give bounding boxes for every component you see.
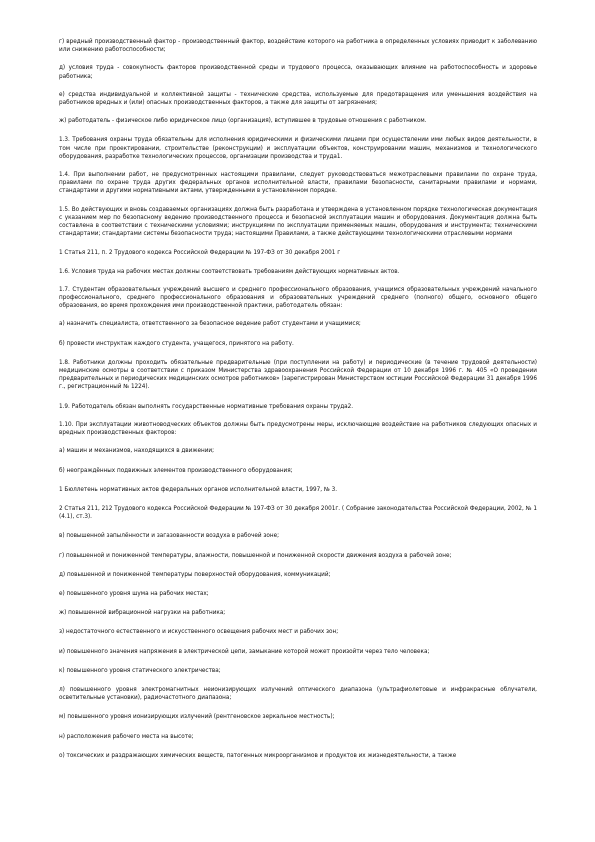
definition-paragraph: г) вредный производственный фактор - производственный фактор, воздействие которого на работника в определенных условиях приводит к заболеванию или снижению работоспособности; <box>59 39 537 54</box>
clause-paragraph: 1.3. Требования охраны труда обязательны для исполнения юридическими и физическими лицами при осуществлении ими любых видов деятельности, в том числе при проектировании, строительстве (реконструкции) и эксплуатации объектов, конструировании машин, механизмов и технологического оборудования, разработке технологических процессов, организации производства и труда1. <box>59 137 537 160</box>
document-page <box>59 38 537 760</box>
list-item-paragraph: б) неограждённых подвижных элементов производственного оборудования; <box>59 467 293 474</box>
definition-paragraph: е) средства индивидуальной и коллективной защиты - технические средства, используемые для предотвращения или уменьшения воздействия на работников вредных и (или) опасных производственных факторов, а также для защиты от загрязнения; <box>59 91 537 107</box>
clause-paragraph: 1.5. Во действующих и вновь создаваемых организациях должна быть разработана и утверждена в установленном порядке технологическая документация с указанием мер по безопасному ведению производственного процесса и безопасной эксплуатации машин и оборудования. Документация должна быть составлена в соответствии с техническими условиями; инструкциями по эксплуатации применяемых машин, оборудования и инструмента; техническими стандартами; стандартами системы безопасности труда; настоящими Правилами, а также действующими технологическими отраслевыми нормами <box>59 206 537 238</box>
clause-paragraph: 1.10. При эксплуатации животноводческих объектов должны быть предусмотрены меры, исключающие воздействие на работников следующих опасных и вредных производственных факторов: <box>59 421 537 437</box>
list-item-paragraph: а) машин и механизмов, находящихся в движении; <box>59 448 215 455</box>
list-item-paragraph: б) провести инструктаж каждого студента, учащегося, принятого на работу. <box>59 340 294 347</box>
list-item-paragraph: н) расположения рабочего места на высоте; <box>59 733 194 740</box>
list-item-paragraph: ж) повышенной вибрационной нагрузки на работника; <box>59 610 226 617</box>
list-item-paragraph: л) повышенного уровня электромагнитных неионизирующих излучений оптического диапазона (ультрафиолетовые и инфракрасные облучатели, осветительные установки), радиочастотного диапазона; <box>59 686 537 702</box>
list-item-paragraph: з) недостаточного естественного и искусственного освещения рабочих мест и рабочих зон; <box>59 629 339 636</box>
clause-paragraph: 1.9. Работодатель обязан выполнять государственные нормативные требования охраны труда2. <box>59 403 354 410</box>
list-item-paragraph: в) повышенной запылённости и загазованности воздуха в рабочей зоне; <box>59 533 280 540</box>
clause-paragraph: 1.6. Условия труда на рабочих местах должны соответствовать требованиям действующих нормативных актов. <box>59 268 400 275</box>
list-item-paragraph: г) повышенной и пониженной температуры, влажности, повышенной и пониженной скорости движения воздуха в рабочей зоне; <box>59 552 452 559</box>
list-item-paragraph: к) повышенного уровня статического электричества; <box>59 667 221 674</box>
list-item-paragraph: д) повышенной и пониженной температуры поверхностей оборудования, коммуникаций; <box>59 571 331 578</box>
list-item-paragraph: а) назначить специалиста, ответственного за безопасное ведение работ студентами и учащимися; <box>59 321 361 328</box>
footnote-paragraph: 2 Статья 211, 212 Трудового кодекса Российской Федерации № 197-ФЗ от 30 декабря 2001г. ( Собрание законодательства Российской Федерации, 2002, № 1 (4.1), ст.3). <box>59 505 537 521</box>
clause-paragraph: 1.8. Работники должны проходить обязательные предварительные (при поступлении на работу) и периодические (в течение трудовой деятельности) медицинские осмотры в соответствии с приказом Министерства здравоохранения Российской Федерации от 10 декабря 1996 г. № 405 «О проведении предварительных и периодических медицинских осмотров работников» (зарегистрирован Министерством юстиции Российской Федерации 31 декабря 1996 г., регистрационный № 1224). <box>59 359 537 391</box>
list-item-paragraph: м) повышенного уровня ионизирующих излучений (рентгеновское зеркальное местность); <box>59 714 335 721</box>
footnote-paragraph: 1 Статья 211, п. 2 Трудового кодекса Российской Федерации № 197-ФЗ от 30 декабря 2001 г <box>59 250 341 257</box>
clause-paragraph: 1.7. Студентам образовательных учреждений высшего и среднего профессионального образования, учащимся образовательных учреждений начального профессионального, среднего профессионального образования и образовательных учреждений среднего (полного) общего, основного общего образования, во время прохождения ими производственной практики, работодатель обязан: <box>59 286 537 310</box>
footnote-paragraph: 1 Бюллетень нормативных актов федеральных органов исполнительной власти, 1997, № 3. <box>59 486 337 493</box>
definition-paragraph: ж) работодатель - физическое либо юридическое лицо (организация), вступившее в трудовые отношения с работником. <box>59 118 427 125</box>
list-item-paragraph: и) повышенного значения напряжения в электрической цепи, замыкание которой может произойти через тело человека; <box>59 648 430 655</box>
list-item-paragraph: о) токсических и раздражающих химических веществ, патогенных микроорганизмов и продуктов их жизнедеятельности, а также <box>59 752 457 759</box>
list-item-paragraph: е) повышенного уровня шума на рабочих местах; <box>59 590 209 597</box>
clause-paragraph: 1.4. При выполнении работ, не предусмотренных настоящими правилами, следует руководствоваться межотраслевыми правилами по охране труда, правилами по охране труда других федеральных органов исполнительной власти, правилами безопасности, санитарными правилами и нормами, стандартами и другими нормативными актами, утвержденными в установленном порядке. <box>59 172 537 195</box>
definition-paragraph: д) условия труда - совокупность факторов производственной среды и трудового процесса, оказывающих влияние на работоспособность и здоровье работника; <box>59 65 537 80</box>
